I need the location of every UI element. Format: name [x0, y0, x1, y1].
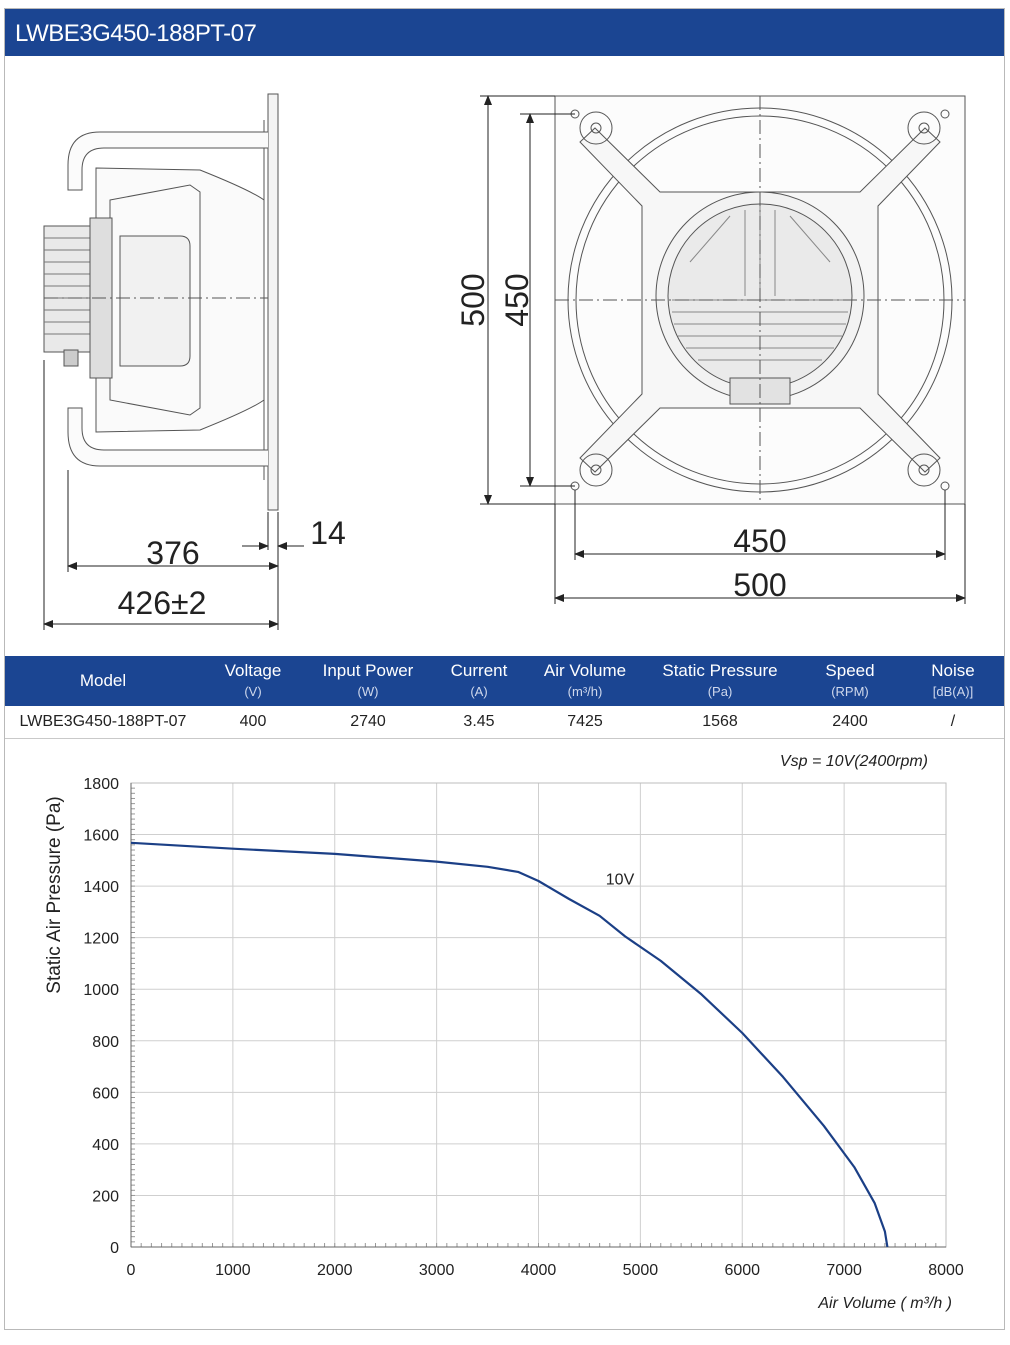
col-air-volume-unit: (m³/h) — [567, 684, 603, 699]
col-static-pressure-unit: (Pa) — [707, 684, 733, 699]
x-tick-label: 6000 — [724, 1262, 761, 1279]
cell-speed: 2400 — [832, 713, 868, 730]
dim-450-bottom-label: 450 — [733, 523, 787, 559]
y-tick-label: 200 — [92, 1188, 119, 1206]
x-tick-label: 4000 — [520, 1262, 557, 1279]
x-tick-label: 2000 — [316, 1262, 353, 1279]
cell-input-power: 2740 — [350, 713, 386, 730]
col-speed-label: Speed — [825, 661, 875, 680]
x-tick-label: 0 — [126, 1262, 136, 1279]
col-air-volume — [527, 656, 643, 706]
dim-500-left-label: 500 — [455, 273, 491, 327]
col-current-unit: (A) — [470, 684, 488, 699]
dim-500-bottom-label: 500 — [733, 567, 787, 603]
side-view — [44, 94, 278, 510]
col-voltage-label: Voltage — [224, 661, 282, 680]
col-model-label: Model — [79, 671, 127, 690]
col-static-pressure — [643, 656, 797, 706]
x-tick-label: 7000 — [826, 1262, 862, 1279]
y-tick-label: 0 — [110, 1240, 119, 1257]
col-input-power — [305, 656, 431, 706]
col-noise — [903, 656, 1003, 706]
col-input-power-label: Input Power — [322, 661, 414, 680]
dim-450-left-label: 450 — [499, 273, 535, 327]
y-tick-label: 1400 — [83, 879, 119, 897]
col-noise-label: Noise — [931, 661, 975, 680]
series-label: 10V — [605, 871, 635, 889]
col-voltage-unit: (V) — [244, 684, 262, 699]
dim-14-label: 14 — [310, 515, 346, 551]
cell-model: LWBE3G450-188PT-07 — [19, 713, 187, 730]
technical-drawing — [0, 0, 1010, 650]
col-noise-unit: [dB(A)] — [932, 684, 974, 699]
col-static-pressure-label: Static Pressure — [662, 661, 778, 680]
page-title: LWBE3G450-188PT-07 — [15, 20, 257, 47]
col-input-power-unit: (W) — [357, 684, 379, 699]
col-speed — [797, 656, 903, 706]
col-speed-unit: (RPM) — [831, 684, 869, 699]
spec-table-row — [5, 706, 1004, 739]
col-current — [431, 656, 527, 706]
x-tick-label: 5000 — [622, 1262, 659, 1279]
col-voltage — [201, 656, 305, 706]
cell-current: 3.45 — [463, 713, 495, 730]
x-axis-label: Air Volume ( m³/h ) — [818, 1295, 952, 1312]
dim-376-label: 376 — [146, 535, 200, 571]
y-tick-label: 1600 — [83, 827, 119, 845]
y-axis-label: Static Air Pressure (Pa) — [44, 796, 65, 994]
y-tick-label: 600 — [92, 1085, 119, 1103]
y-tick-label: 1200 — [83, 930, 119, 948]
y-tick-label: 1800 — [83, 776, 119, 793]
cell-static-pressure: 1568 — [702, 713, 738, 730]
cell-voltage: 400 — [239, 713, 267, 730]
y-tick-label: 1000 — [83, 982, 119, 1000]
y-tick-label: 800 — [92, 1033, 119, 1051]
chart-speed-annotation: Vsp = 10V(2400rpm) — [779, 753, 928, 770]
spec-table-header — [5, 656, 1004, 706]
x-tick-label: 8000 — [928, 1262, 964, 1279]
x-tick-label: 1000 — [215, 1262, 251, 1279]
x-tick-label: 3000 — [418, 1262, 455, 1279]
cell-air-volume: 7425 — [567, 713, 603, 730]
y-tick-label: 400 — [92, 1136, 119, 1154]
dim-426-label: 426±2 — [117, 585, 207, 621]
col-current-label: Current — [450, 661, 508, 680]
cell-noise: / — [950, 713, 956, 730]
front-view — [555, 96, 965, 504]
col-air-volume-label: Air Volume — [543, 661, 627, 680]
